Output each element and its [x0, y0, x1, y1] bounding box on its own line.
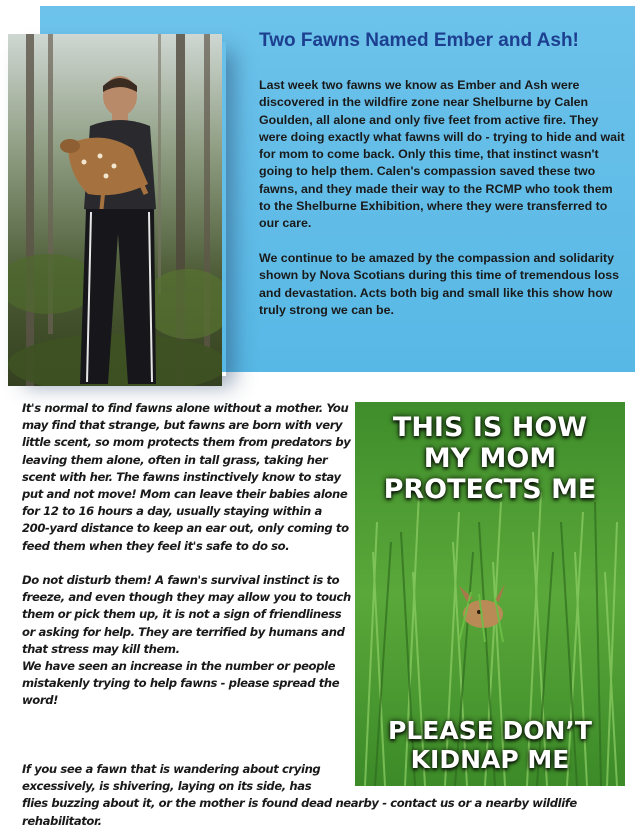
story-paragraph: Last week two fawns we know as Ember and Ash were discovered in the wildfire zone near Shelburne by Calen Goulden, all alone and only five feet from active fire. They were doing exactly what fawns will do - trying to hide and wait for mom to come back. Only this time, that instinct wasn't going to help them. Calen's compassion saved these two fawns, and they made their way to the RCMP who took them to the Shelburne Exhibition, where they were transferred to our care. [259, 78, 625, 231]
poster-headline-line: MY MOM [423, 443, 557, 474]
poster-headline [355, 412, 625, 505]
poster-footer-line: KIDNAP ME [410, 745, 570, 774]
poster-headline-line: PROTECTS ME [383, 474, 597, 505]
rescuer-photo [8, 34, 222, 386]
contact-line: If you see a fawn that is wandering about crying excessively, is shivering, laying on its side, has [22, 762, 321, 794]
advice-paragraph: It's normal to find fawns alone without a mother. You may find that strange, but fawns are born with very little scent, so mom protects them from predators by leaving them alone, often in tall grass, taking her scent with her. The fawns instinctively know to stay put and not move! Mom can leave their babies alone for 12 to 16 hours a day, usually staying within a 200-yard distance to keep an ear out, only coming to feed them when they feel it's safe to do so. [22, 401, 351, 553]
contact-line: flies buzzing about it, or the mother is found dead nearby - contact us or a nearby wildlife rehabilitator. [22, 796, 577, 828]
fawn-poster [355, 402, 625, 786]
poster-headline-line: THIS IS HOW [392, 412, 588, 443]
advice-paragraph: Do not disturb them! A fawn's survival instinct is to freeze, and even though they may allow you to touch them or pick them up, it is not a sign of friendliness or asking for help. They are terrified by humans and that stress may kill them. [22, 573, 351, 656]
story-paragraph: We continue to be amazed by the compassion and solidarity shown by Nova Scotians during this time of tremendous loss and devastation. Acts both big and small like this show how truly strong we can be. [259, 250, 620, 317]
advice-paragraph: We have seen an increase in the number or people mistakenly trying to help fawns - please spread the word! [22, 659, 340, 708]
fawn-advice [22, 400, 352, 727]
story-title: Two Fawns Named Ember and Ash! [259, 30, 579, 51]
poster-footer-line: PLEASE DON’T [388, 716, 592, 745]
story-body [259, 77, 627, 336]
poster-footer [355, 716, 625, 774]
